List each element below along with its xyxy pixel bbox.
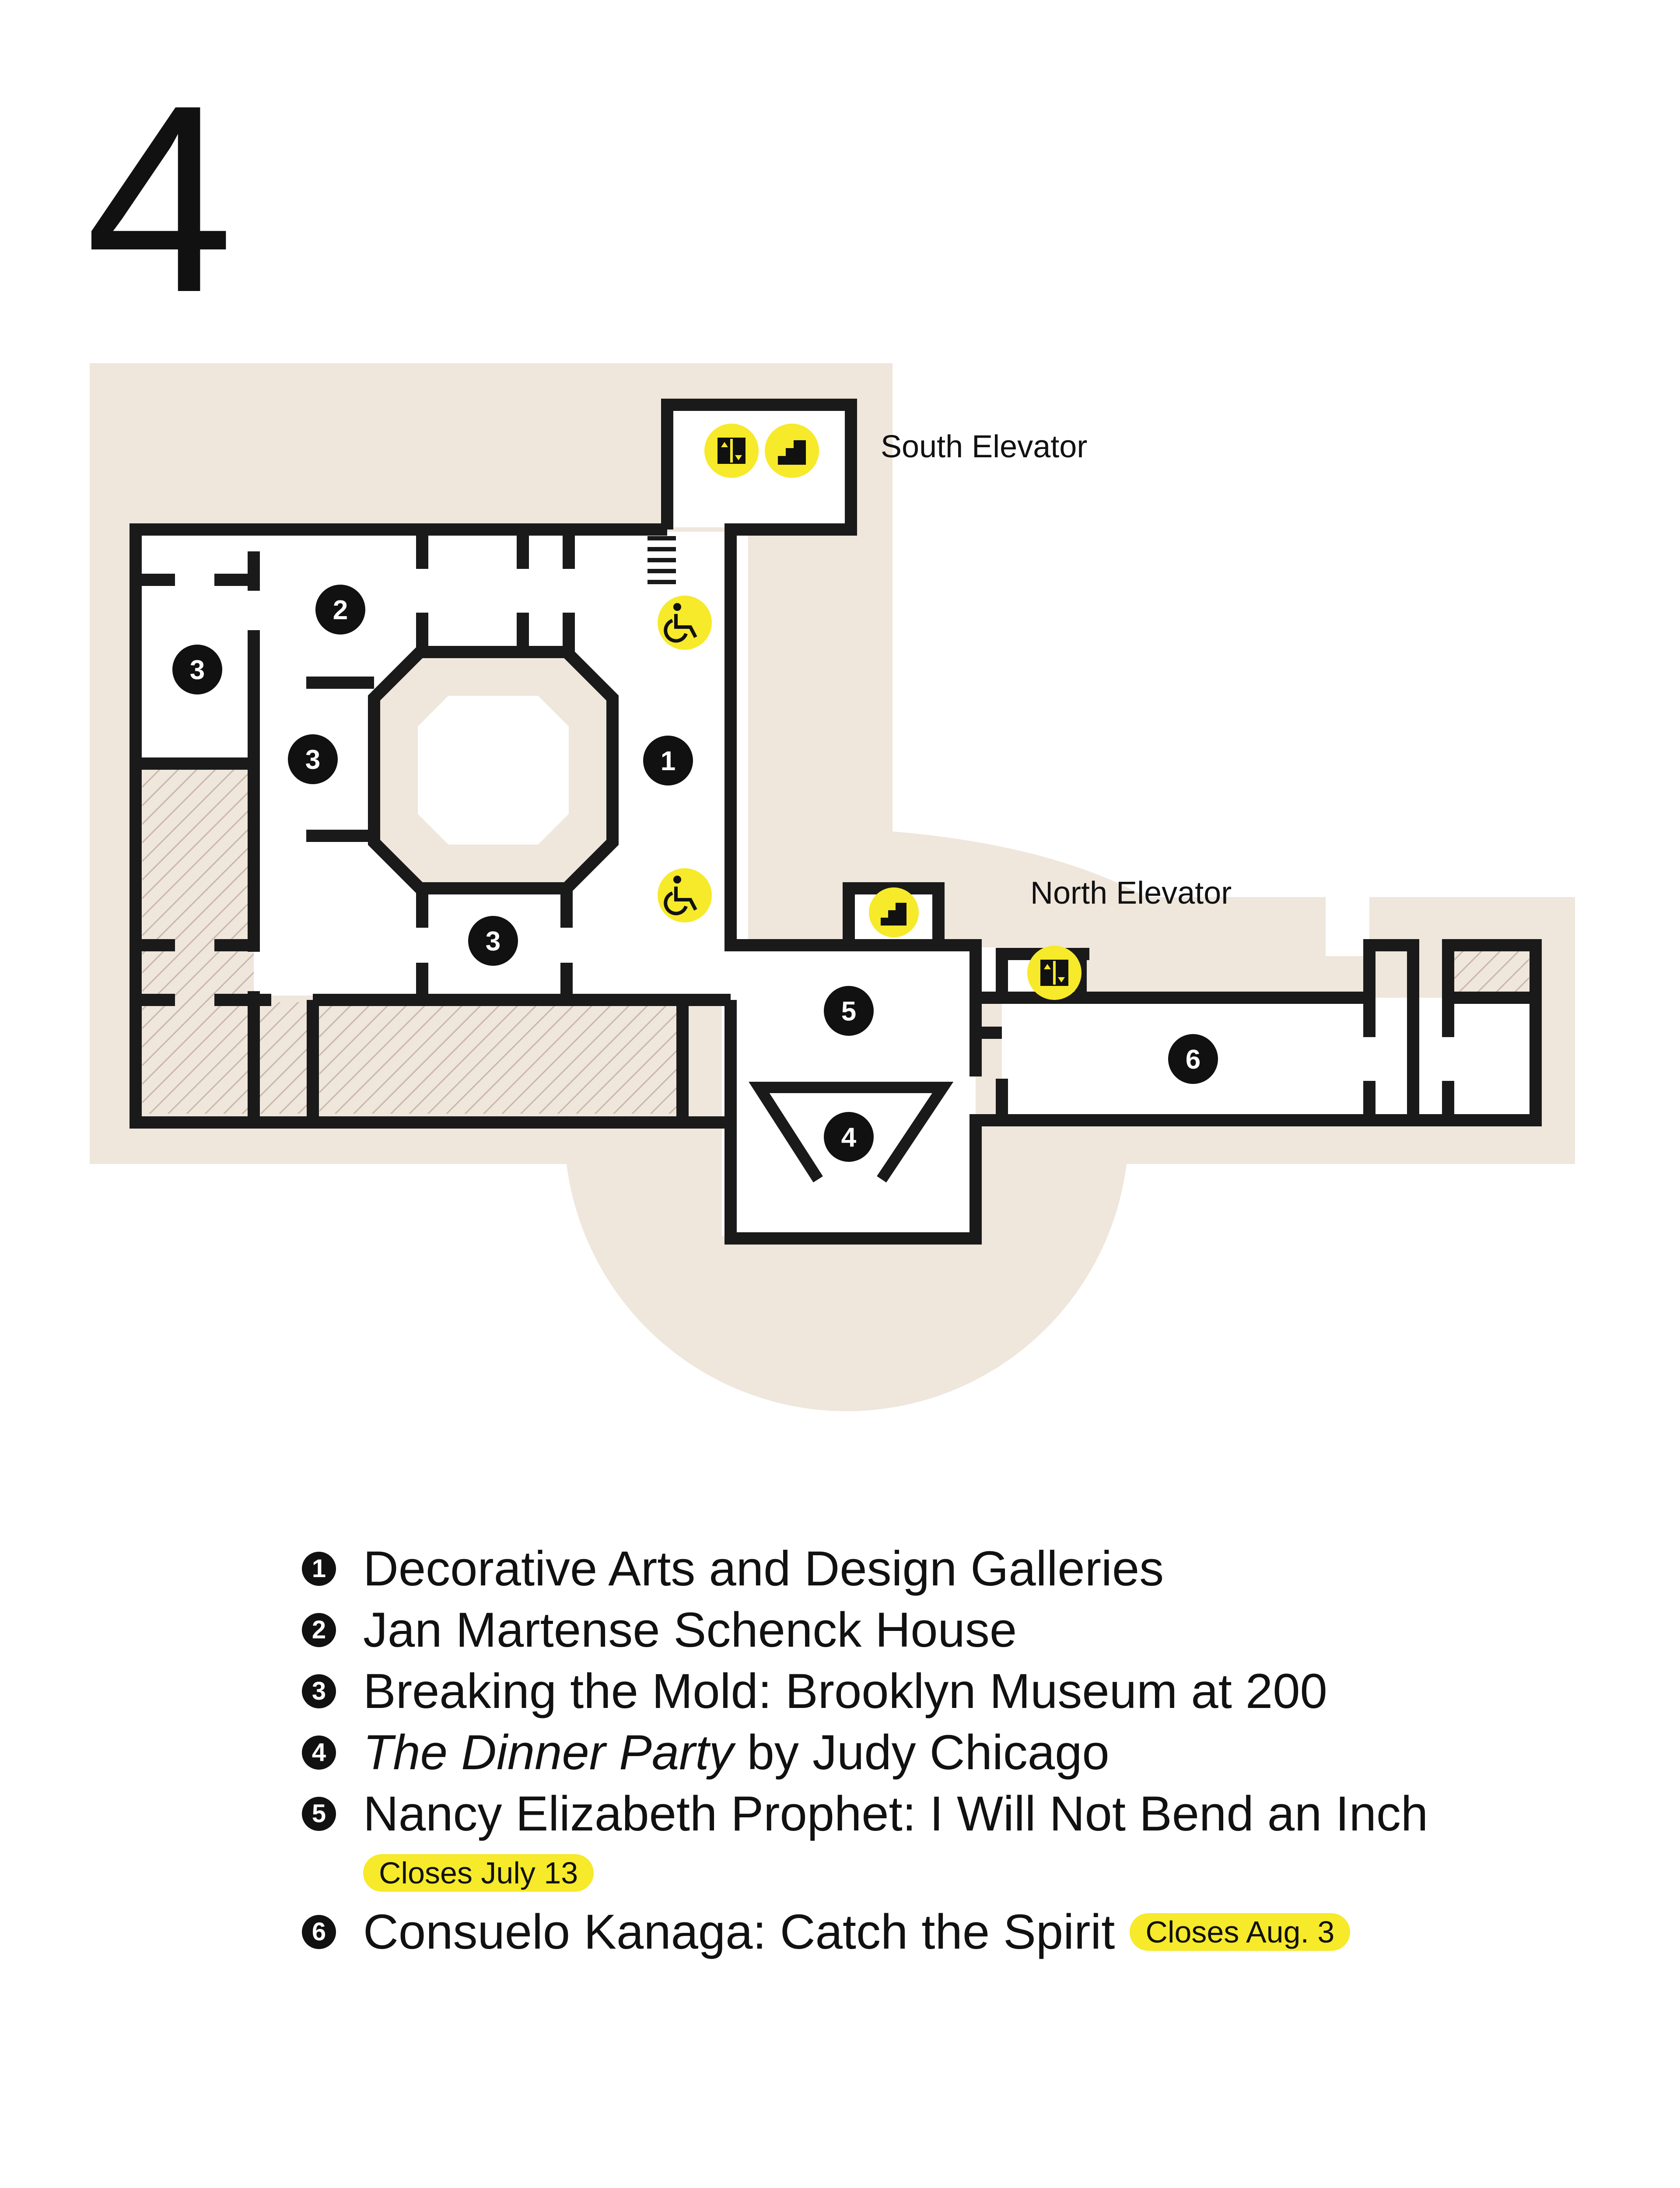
svg-text:3: 3	[189, 655, 205, 685]
legend-number-badge: 3	[302, 1674, 336, 1708]
legend-label: Breaking the Mold: Brooklyn Museum at 200	[363, 1664, 1327, 1718]
legend-item	[302, 1661, 1428, 1722]
marker-gallery-5	[824, 986, 874, 1036]
legend-label: Decorative Arts and Design Galleries	[363, 1541, 1164, 1596]
north-elevator-label: North Elevator	[1030, 876, 1232, 911]
legend-number-badge: 6	[302, 1915, 336, 1949]
wheelchair-icon	[658, 868, 712, 922]
floor-number-top: 4	[85, 50, 234, 348]
stairs-icon	[765, 424, 819, 478]
marker-gallery-4	[824, 1112, 874, 1162]
legend-number-badge: 2	[302, 1613, 336, 1647]
marker-gallery-3a	[315, 585, 365, 635]
legend-item	[302, 1783, 1428, 1844]
legend-item	[302, 1599, 1428, 1661]
marker-gallery-3c	[468, 916, 518, 966]
marker-gallery-6	[1168, 1034, 1218, 1084]
marker-gallery-1	[643, 736, 693, 785]
elevator-icon	[1027, 946, 1082, 1000]
legend-item	[302, 1901, 1428, 1963]
legend-item	[302, 1722, 1428, 1783]
legend-title: The Dinner Party	[363, 1725, 734, 1780]
legend-number-badge: 5	[302, 1797, 336, 1831]
svg-text:2: 2	[332, 595, 348, 625]
svg-text:3: 3	[305, 745, 321, 775]
legend-closing-note	[302, 1844, 1428, 1901]
wheelchair-icon	[658, 596, 712, 650]
atrium	[374, 652, 612, 888]
svg-text:1: 1	[660, 746, 676, 776]
elevator-icon	[704, 424, 759, 478]
stairs-icon	[869, 887, 919, 937]
closing-date-badge: Closes Aug. 3	[1130, 1913, 1350, 1951]
legend-label: Consuelo Kanaga: Catch the Spirit	[363, 1904, 1115, 1959]
legend-number-badge: 1	[302, 1552, 336, 1586]
svg-text:6: 6	[1185, 1045, 1201, 1075]
marker-gallery-2	[172, 645, 222, 694]
svg-text:4: 4	[841, 1122, 857, 1153]
legend-label: Jan Martense Schenck House	[363, 1602, 1017, 1657]
legend-label: Nancy Elizabeth Prophet: I Will Not Bend an Inch	[363, 1786, 1428, 1841]
legend-item	[302, 1538, 1428, 1599]
closing-date-badge: Closes July 13	[363, 1854, 594, 1892]
legend-number-badge: 4	[302, 1736, 336, 1770]
south-elevator-label: South Elevator	[881, 429, 1088, 464]
svg-text:3: 3	[485, 926, 501, 957]
legend-label: by Judy Chicago	[733, 1725, 1110, 1780]
svg-text:5: 5	[841, 996, 857, 1027]
gallery-legend	[302, 1538, 1428, 1963]
marker-gallery-3b	[288, 734, 338, 784]
